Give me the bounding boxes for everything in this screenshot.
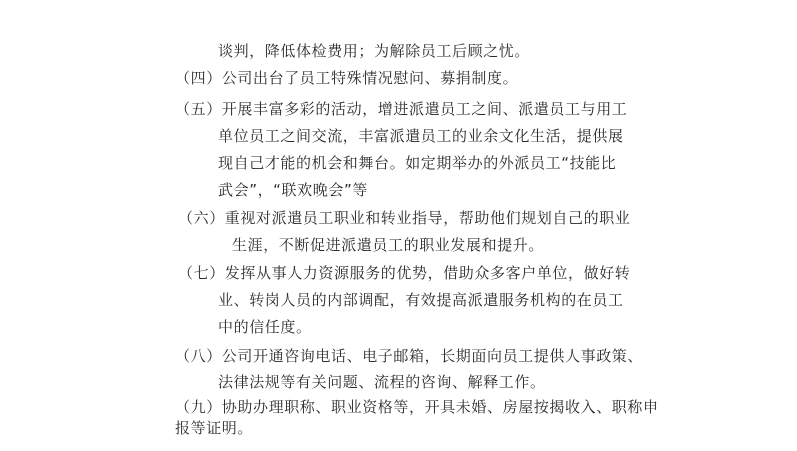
text-line-2: （四）公司出台了员工特殊情况慰问、募捐制度。	[175, 69, 519, 87]
text-line-4: 单位员工之间交流，丰富派遣员工的业余文化生活，提供展	[218, 127, 624, 145]
text-line-6: 武会”，“联欢晚会”等	[218, 181, 368, 199]
text-line-10: 业、转岗人员的内部调配，有效提高派遣服务机构的在员工	[218, 291, 624, 309]
text-line-3: （五）开展丰富多彩的活动，增进派遣员工之间、派遣员工与用工	[175, 100, 628, 118]
text-line-11: 中的信任度。	[218, 318, 312, 336]
text-line-7: （六）重视对派遣员工职业和转业指导，帮助他们规划自己的职业	[178, 209, 631, 227]
text-line-15: 报等证明。	[175, 419, 254, 437]
text-line-13: 法律法规等有关问题、流程的咨询、解释工作。	[218, 373, 546, 391]
text-line-8: 生涯，不断促进派遣员工的职业发展和提升。	[232, 236, 545, 254]
text-line-14: （九）协助办理职称、职业资格等，开具未婚、房屋按揭收入、职称申	[175, 398, 659, 416]
text-line-12: （八）公司开通咨询电话、电子邮箱，长期面向员工提供人事政策、	[175, 347, 644, 365]
text-line-5: 现自己才能的机会和舞台。如定期举办的外派员工“技能比	[218, 154, 617, 172]
text-line-1: 谈判，降低体检费用；为解除员工后顾之忧。	[218, 42, 531, 60]
text-line-9: （七）发挥从事人力资源服务的优势，借助众多客户单位，做好转	[178, 264, 631, 282]
